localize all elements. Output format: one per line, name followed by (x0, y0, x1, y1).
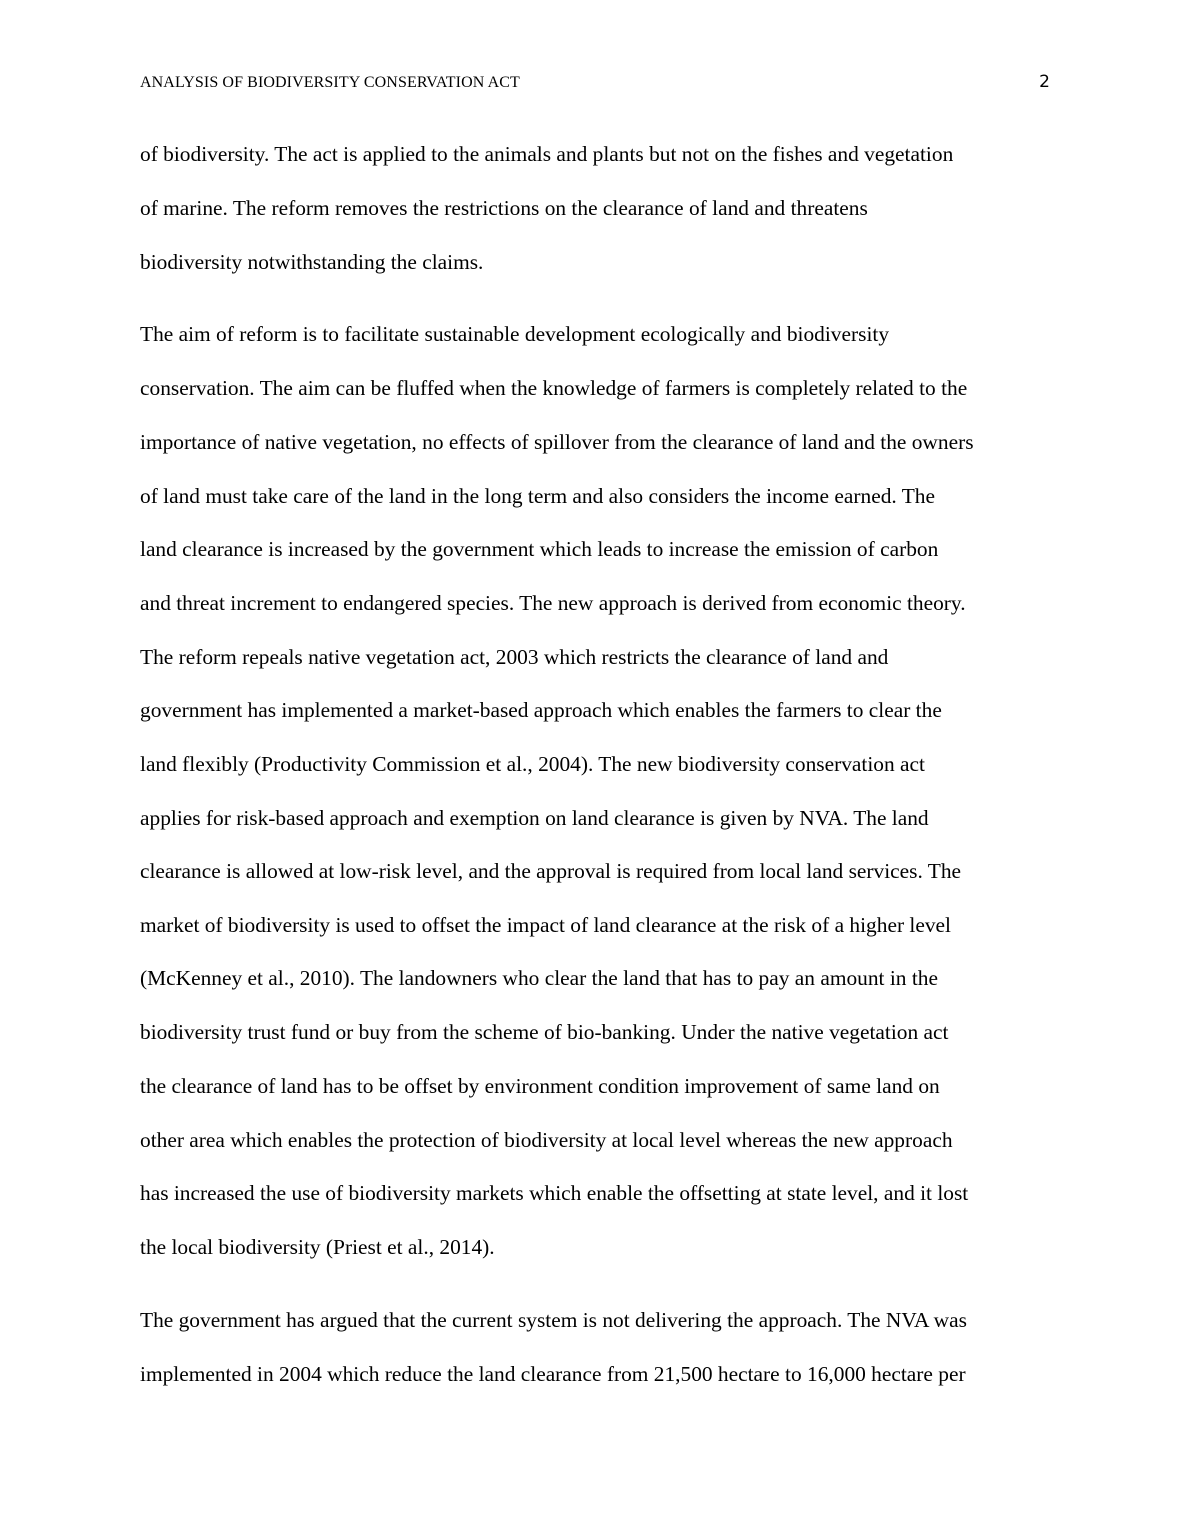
paragraph-2-line-3: importance of native vegetation, no effects of spillover from the clearance of land and the owners (140, 430, 974, 454)
paragraph-2-line-18: the local biodiversity (Priest et al., 2014). (140, 1235, 495, 1259)
paragraph-2-line-11: clearance is allowed at low-risk level, and the approval is required from local land services. The (140, 859, 962, 883)
paragraph-2-line-1: The aim of reform is to facilitate sustainable development ecologically and biodiversity (140, 322, 890, 346)
paragraph-2-line-15: the clearance of land has to be offset by environment condition improvement of same land on (140, 1074, 940, 1098)
paragraph-2-line-2: conservation. The aim can be fluffed when the knowledge of farmers is completely related to the (140, 376, 968, 400)
page-number: 2 (1039, 72, 1050, 92)
paragraph-2-line-13: (McKenney et al., 2010). The landowners who clear the land that has to pay an amount in the (140, 966, 938, 990)
paragraph-3-line-1: The government has argued that the current system is not delivering the approach. The NVA was (140, 1308, 967, 1332)
paragraph-2-line-17: has increased the use of biodiversity markets which enable the offsetting at state level, and it lost (140, 1181, 969, 1205)
paragraph-1-line-3: biodiversity notwithstanding the claims. (140, 250, 484, 274)
paragraph-2-line-7: The reform repeals native vegetation act, 2003 which restricts the clearance of land and (140, 645, 889, 669)
running-head: ANALYSIS OF BIODIVERSITY CONSERVATION ACT (140, 74, 520, 91)
paragraph-2-line-14: biodiversity trust fund or buy from the scheme of bio-banking. Under the native vegetation act (140, 1020, 949, 1044)
paragraph-2-line-6: and threat increment to endangered species. The new approach is derived from economic theory. (140, 591, 966, 615)
paragraph-2-line-9: land flexibly (Productivity Commission et al., 2004). The new biodiversity conservation act (140, 752, 925, 776)
paragraph-1-line-1: of biodiversity. The act is applied to the animals and plants but not on the fishes and vegetation (140, 142, 954, 166)
paragraph-2-line-16: other area which enables the protection of biodiversity at local level whereas the new approach (140, 1128, 953, 1152)
paragraph-1-line-2: of marine. The reform removes the restrictions on the clearance of land and threatens (140, 196, 868, 220)
paragraph-2-line-5: land clearance is increased by the government which leads to increase the emission of carbon (140, 537, 939, 561)
paragraph-3-line-2: implemented in 2004 which reduce the land clearance from 21,500 hectare to 16,000 hectare per (140, 1362, 966, 1386)
paragraph-2-line-8: government has implemented a market-based approach which enables the farmers to clear the (140, 698, 942, 722)
paragraph-2-line-4: of land must take care of the land in the long term and also considers the income earned. The (140, 484, 935, 508)
paragraph-2-line-10: applies for risk-based approach and exemption on land clearance is given by NVA. The land (140, 806, 929, 830)
paragraph-2-line-12: market of biodiversity is used to offset the impact of land clearance at the risk of a higher level (140, 913, 951, 937)
